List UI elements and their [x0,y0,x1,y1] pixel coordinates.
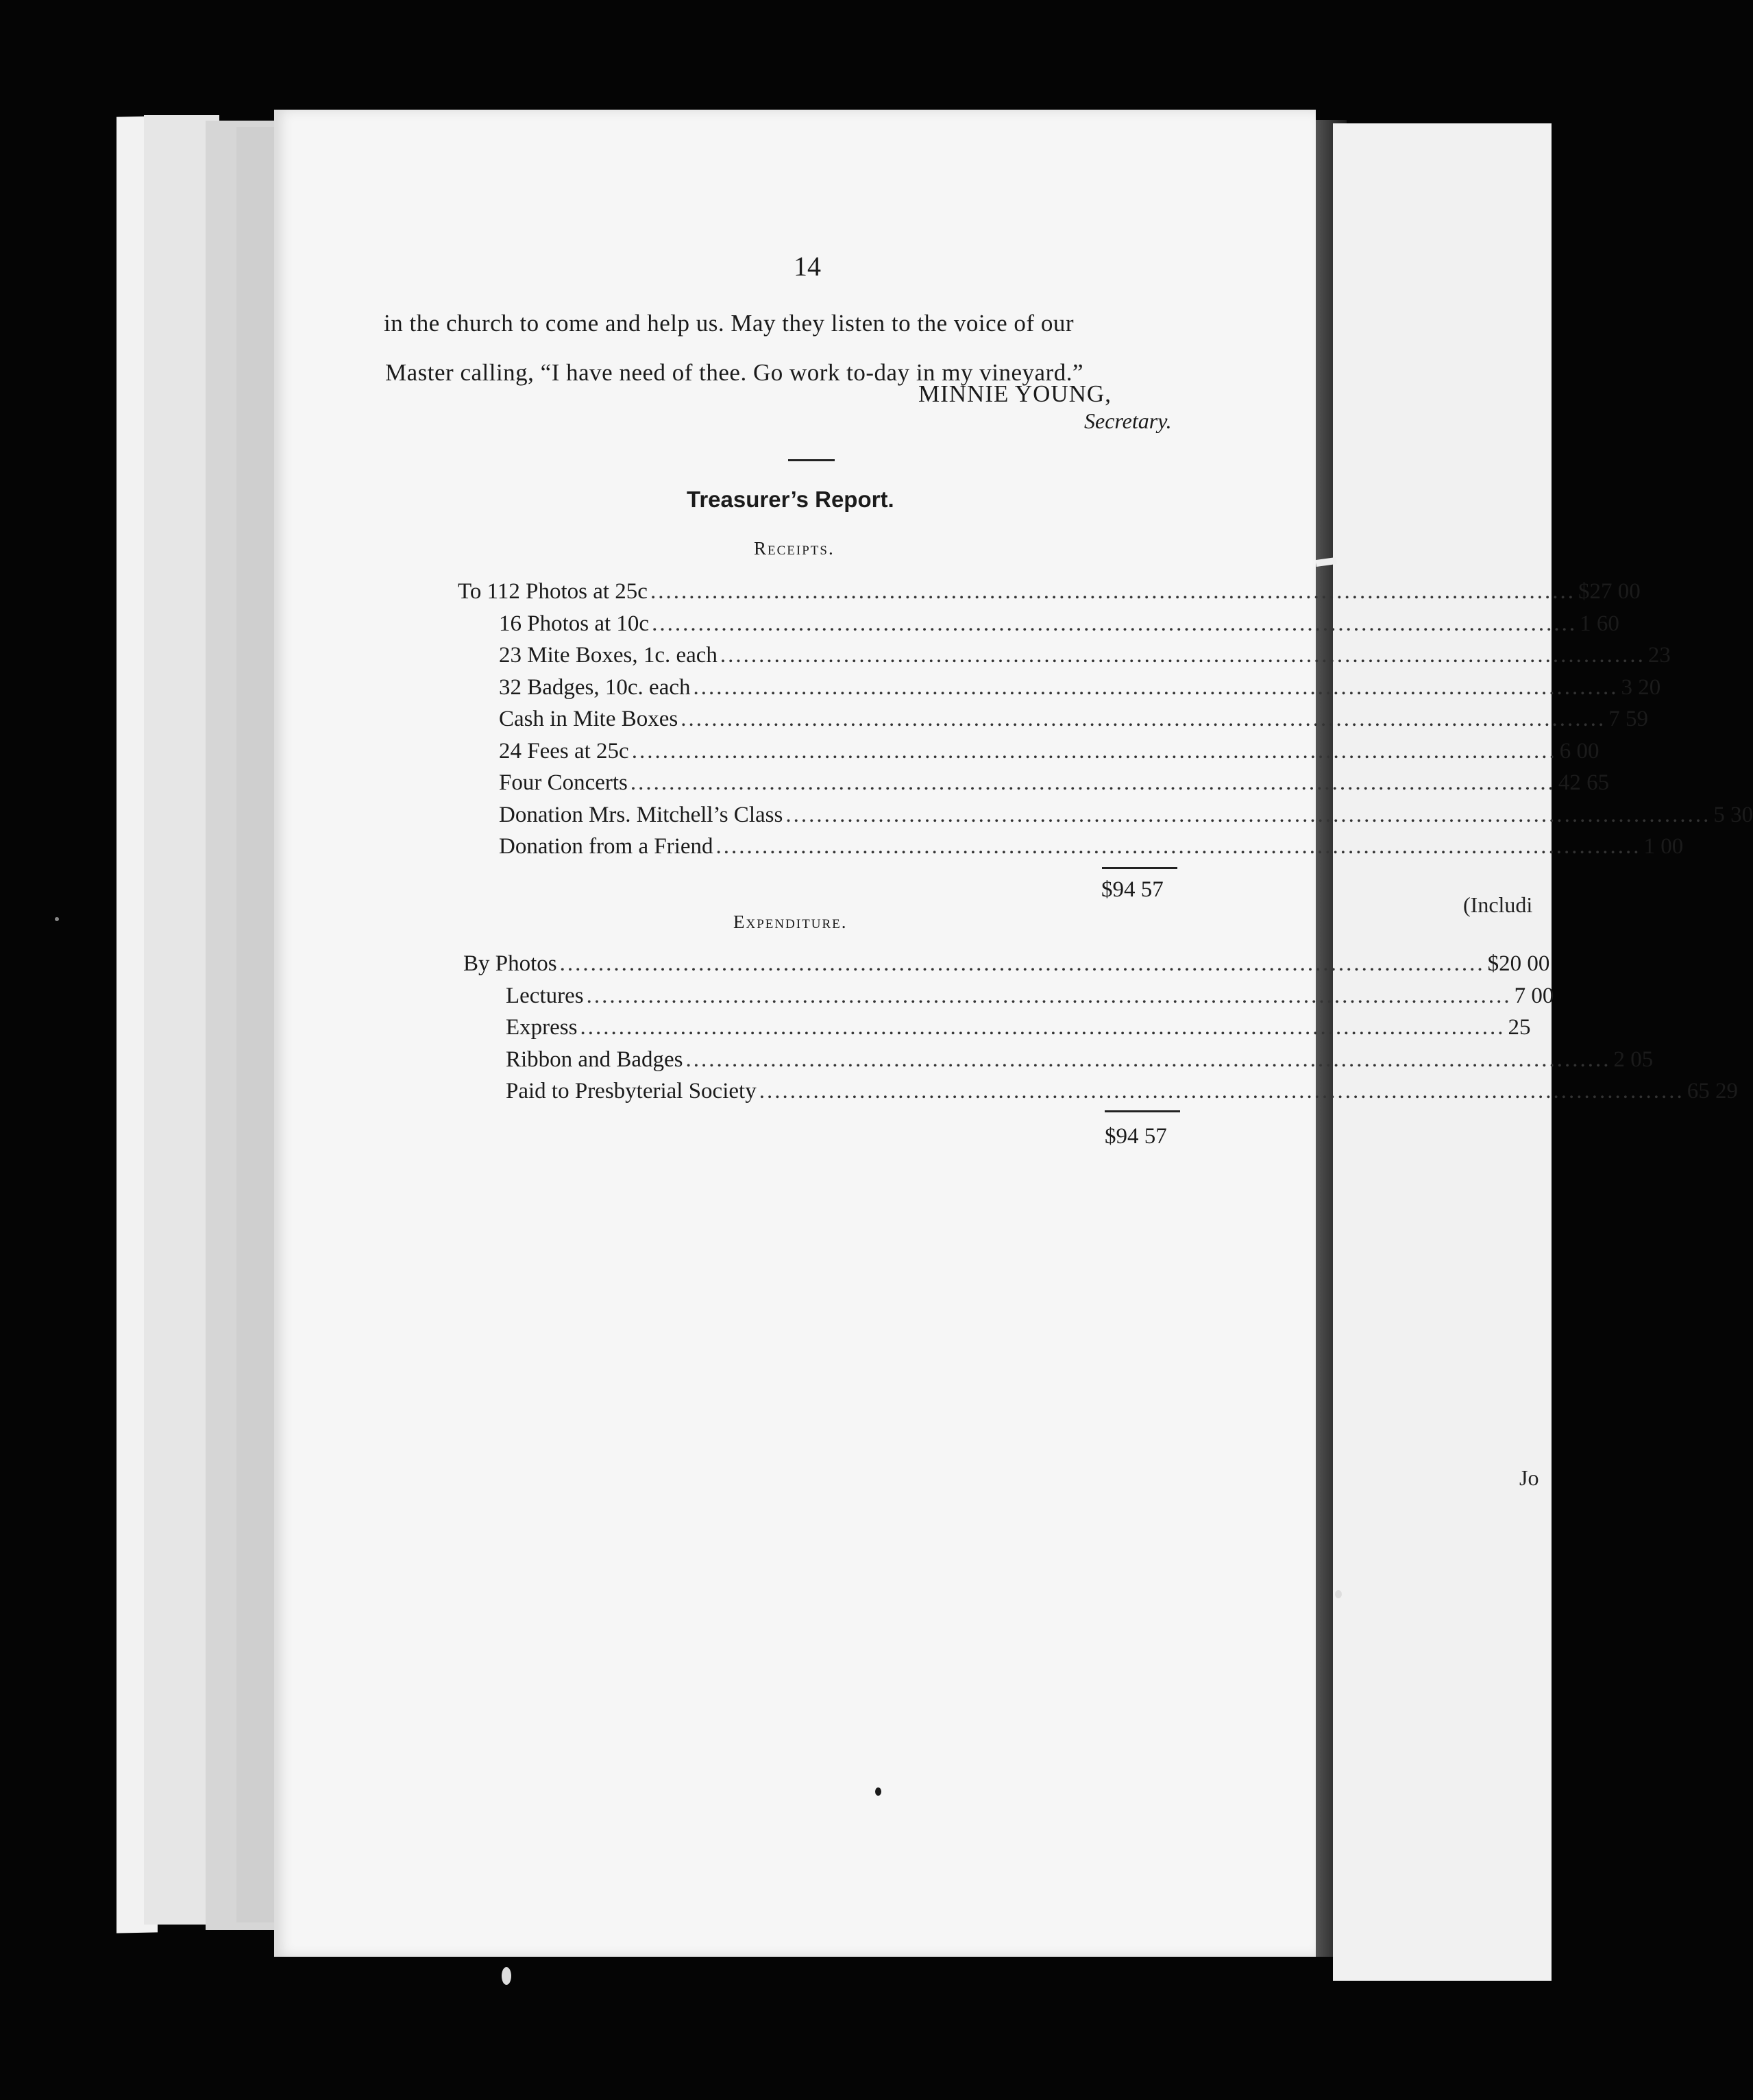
dot-leader: ........................................................................................................................ [685,1047,1611,1072]
ledger-label: Express [506,1015,578,1040]
paragraph-line: Master calling, “I have need of thee. Go work to-day in my vineyard.” [385,359,1084,386]
ledger-label: Donation from a Friend [499,834,713,859]
film-mark [55,917,59,921]
ink-speck [875,1787,881,1796]
facing-page-fragment: Jo [1519,1465,1539,1490]
ledger-label: Ribbon and Badges [506,1047,683,1072]
section-divider [788,459,835,461]
ledger-row [506,1047,1654,1077]
ledger-label: By Photos [463,951,557,976]
ledger-label: 32 Badges, 10c. each [499,674,691,700]
ledger-label: Cash in Mite Boxes [499,707,678,731]
ink-speck [1335,1590,1342,1598]
dot-leader: ........................................................................................................................ [681,707,1606,731]
ledger-amount: 5 30 [1713,802,1753,827]
ledger-row [499,611,1619,642]
report-title: Treasurer’s Report. [687,487,894,512]
signature-name: MINNIE YOUNG, [918,380,1112,407]
dot-leader: ........................................................................................................................ [630,770,1556,795]
paragraph-line: in the church to come and help us. May they listen to the voice of our [384,310,1074,337]
ledger-label: 24 Fees at 25c [499,738,629,764]
ledger-label: Four Concerts [499,770,628,795]
ledger-amount: 23 [1647,643,1671,668]
ledger-row [506,983,1554,1014]
ledger-amount: 7 59 [1608,707,1648,731]
ledger-amount: 25 [1508,1015,1531,1040]
ledger-label: 23 Mite Boxes, 1c. each [499,643,718,668]
ledger-row [499,707,1648,737]
ledger-row [499,802,1753,833]
receipts-heading: Receipts. [754,538,835,559]
ledger-amount: 1 00 [1643,834,1684,859]
film-mark [502,1967,511,1985]
signature-title: Secretary. [1084,408,1172,433]
ledger-amount: 65 29 [1687,1079,1738,1103]
ledger-amount: 7 00 [1514,983,1554,1008]
dot-leader: ........................................................................................................................ [580,1015,1506,1040]
receipts-total: $94 57 [1101,877,1164,902]
ledger-label: Paid to Presbyterial Society [506,1079,757,1103]
ledger-row [499,738,1599,769]
ledger-row [458,579,1641,609]
ledger-amount: 1 60 [1580,611,1619,636]
ledger-amount: $20 00 [1487,951,1550,976]
ledger-row [499,834,1684,864]
total-rule [1102,867,1177,869]
dot-leader: ........................................................................................................................ [631,738,1557,764]
facing-page-fragment: (Includi [1463,892,1533,917]
expenditure-total: $94 57 [1105,1124,1167,1149]
ledger-row [499,674,1661,705]
page-number: 14 [794,251,821,282]
ledger-label: Donation Mrs. Mitchell’s Class [499,802,783,827]
ledger-amount: 42 65 [1558,770,1610,795]
dot-leader: ........................................................................................................................ [720,643,1645,668]
ledger-amount: 3 20 [1621,674,1661,700]
ledger-row [506,1015,1531,1045]
dot-leader: ........................................................................................................................ [586,983,1512,1008]
dot-leader: ........................................................................................................................ [715,834,1641,859]
dot-leader: ........................................................................................................................ [759,1079,1684,1103]
ledger-row [463,951,1550,981]
ledger-row [499,770,1610,801]
ledger-label: Lectures [506,983,584,1008]
ledger-row [506,1079,1738,1109]
dot-leader: ........................................................................................................................ [652,611,1578,636]
ledger-label: 16 Photos at 10c [499,611,650,636]
ledger-amount: $27 00 [1578,579,1641,604]
total-rule [1105,1110,1180,1112]
dot-leader: ........................................................................................................................ [559,951,1485,976]
ledger-row [499,643,1671,673]
dot-leader: ........................................................................................................................ [785,802,1711,827]
ledger-amount: 2 05 [1613,1047,1654,1072]
dot-leader: ........................................................................................................................ [693,674,1619,700]
ledger-label: To 112 Photos at 25c [458,579,648,604]
dot-leader: ........................................................................................................................ [650,579,1576,604]
ledger-amount: 6 00 [1559,738,1599,764]
expenditure-heading: Expenditure. [733,912,848,932]
